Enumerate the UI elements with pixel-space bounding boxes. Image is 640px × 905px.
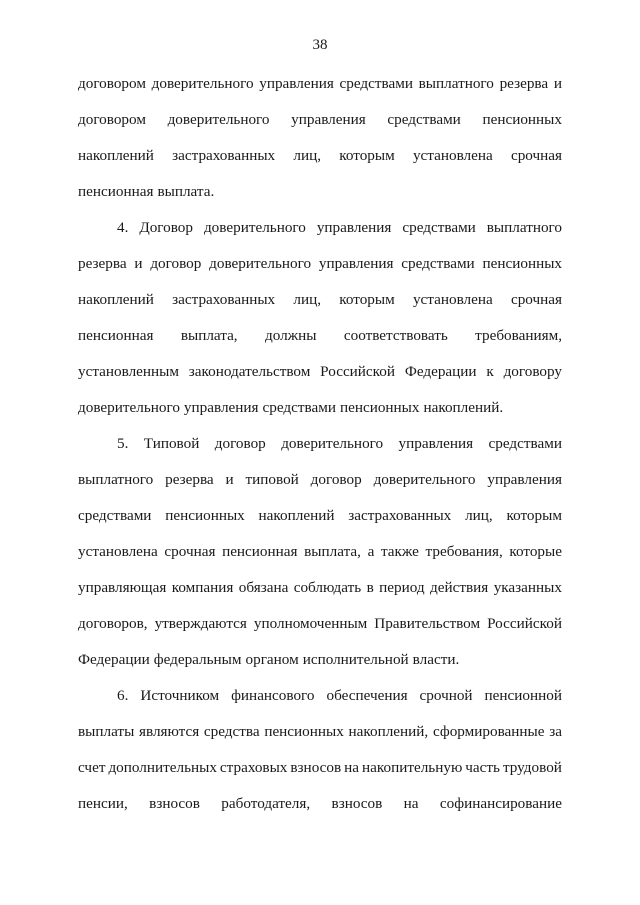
word: пенсионных [482,111,562,128]
word: резерва [78,255,127,272]
word: управления [183,399,259,416]
word: установленным [78,363,179,380]
word: установлена [412,291,493,308]
word: пенсионных [339,399,420,416]
word: накоплений [78,291,154,308]
word: требования, [425,543,503,560]
word: Договор [139,219,193,236]
word: срочная [510,147,562,164]
word: средствами [488,435,562,452]
word: утверждаются [154,615,247,632]
text-line [78,578,562,598]
word: срочная [510,291,562,308]
word: на [344,759,360,776]
text-line [78,614,562,634]
word: федеральным [153,651,242,668]
word: договор [150,255,202,272]
word: управляющая [78,579,167,596]
word: должны [264,327,317,344]
word: являются [138,723,200,740]
word: накоплений, [348,723,429,740]
word: требованиям, [475,327,562,344]
word: доверительного [151,75,254,92]
word: лиц, [293,291,322,308]
word: Российской [320,363,396,380]
word: сформированные [432,723,545,740]
word: накоплений. [423,399,504,416]
word: дополнительных [108,759,217,776]
word: взносов [149,795,200,812]
word: в [366,579,374,596]
word: средствами [387,111,461,128]
word: договору [503,363,562,380]
text-line [117,218,562,238]
word: период [379,579,425,596]
word: Федерации [404,363,477,380]
word: соответствовать [343,327,448,344]
word: уполномоченным [253,615,368,632]
text-line [78,326,562,346]
word: за [549,723,562,740]
text-line [117,686,562,706]
word: пенсионной [484,687,562,704]
word: застрахованных [348,507,452,524]
word: установлена [78,543,158,560]
word: застрахованных [172,147,276,164]
word: доверительного [209,255,312,272]
word: Российской [487,615,562,632]
text-line [78,794,562,814]
word: доверительного [167,111,270,128]
word: выплатного [486,219,562,236]
word: пенсии, [78,795,128,812]
word: резерва [499,75,549,92]
word: пенсионных [264,723,344,740]
word: договором [78,111,146,128]
word: взносов [290,759,342,776]
word: управления [487,471,562,488]
text-line [78,362,562,382]
word: выплата, [304,543,361,560]
word: пенсионная [78,183,154,200]
word: договоров, [78,615,148,632]
word: лиц, [465,507,493,524]
word: накоплений [78,147,154,164]
word: и [134,255,143,272]
word: пенсионная [78,327,154,344]
word: установлена [412,147,493,164]
word: работодателя, [221,795,311,812]
word: накоплений [258,507,335,524]
word: также [380,543,419,560]
word: лиц, [293,147,322,164]
word: договором [78,75,146,92]
word: и [553,75,562,92]
word: доверительного [203,219,306,236]
text-line [78,758,562,778]
text-line [78,290,562,310]
word: Федерации [78,651,150,668]
word: а [367,543,375,560]
word: к [486,363,494,380]
word: средствами [262,399,336,416]
word: выплата, [180,327,238,344]
word: управления [318,255,394,272]
word: управления [316,219,392,236]
word: срочной [419,687,473,704]
word: договор [310,471,362,488]
word: действия [430,579,489,596]
text-line [78,542,562,562]
word: выплата. [157,183,215,200]
word: власти. [412,651,460,668]
word: которым [339,147,395,164]
word: выплаты [78,723,135,740]
word: застрахованных [172,291,276,308]
word: часть [465,759,500,776]
word: доверительного [373,471,476,488]
word: резерва [165,471,214,488]
word: которым [339,291,395,308]
word: и [225,471,234,488]
word: средствами [78,507,152,524]
text-line [78,110,562,130]
text-line [78,74,562,94]
word: доверительного [78,399,180,416]
text-line [78,182,562,202]
page-number: 38 [312,37,328,53]
word: доверительного [281,435,384,452]
word: договор [214,435,266,452]
word: пенсионных [165,507,245,524]
word: средствами [402,219,476,236]
word: финансового [231,687,315,704]
word: типовой [245,471,299,488]
word: средствами [339,75,413,92]
word: соблюдать [293,579,362,596]
word: обязана [238,579,289,596]
word: управления [259,75,334,92]
word: взносов [331,795,383,812]
word: софинансирование [439,795,562,812]
word: трудовой [502,759,562,776]
text-line [117,434,562,454]
word: 4. [117,219,129,236]
word: пенсионная [222,543,298,560]
word: которым [506,507,562,524]
word: срочная [164,543,216,560]
word: 5. [117,435,129,452]
text-line [78,398,562,418]
word: средствами [401,255,475,272]
word: Типовой [143,435,200,452]
text-line [78,146,562,166]
text-line [78,650,562,670]
text-line [78,470,562,490]
word: управления [291,111,366,128]
word: средства [203,723,260,740]
word: на [403,795,419,812]
word: указанных [493,579,562,596]
word: обеспечения [326,687,408,704]
text-line [78,506,562,526]
text-line [78,254,562,274]
word: выплатного [78,471,154,488]
word: компания [171,579,234,596]
word: 6. [117,687,129,704]
word: накопительную [362,759,463,776]
word: органом [245,651,299,668]
word: выплатного [418,75,494,92]
word: пенсионных [482,255,562,272]
word: счет [78,759,106,776]
word: управления [398,435,474,452]
word: исполнительной [302,651,409,668]
text-line [78,722,562,742]
word: которые [509,543,562,560]
word: страховых [219,759,288,776]
word: законодательством [188,363,311,380]
word: Правительством [374,615,481,632]
word: Источником [140,687,220,704]
